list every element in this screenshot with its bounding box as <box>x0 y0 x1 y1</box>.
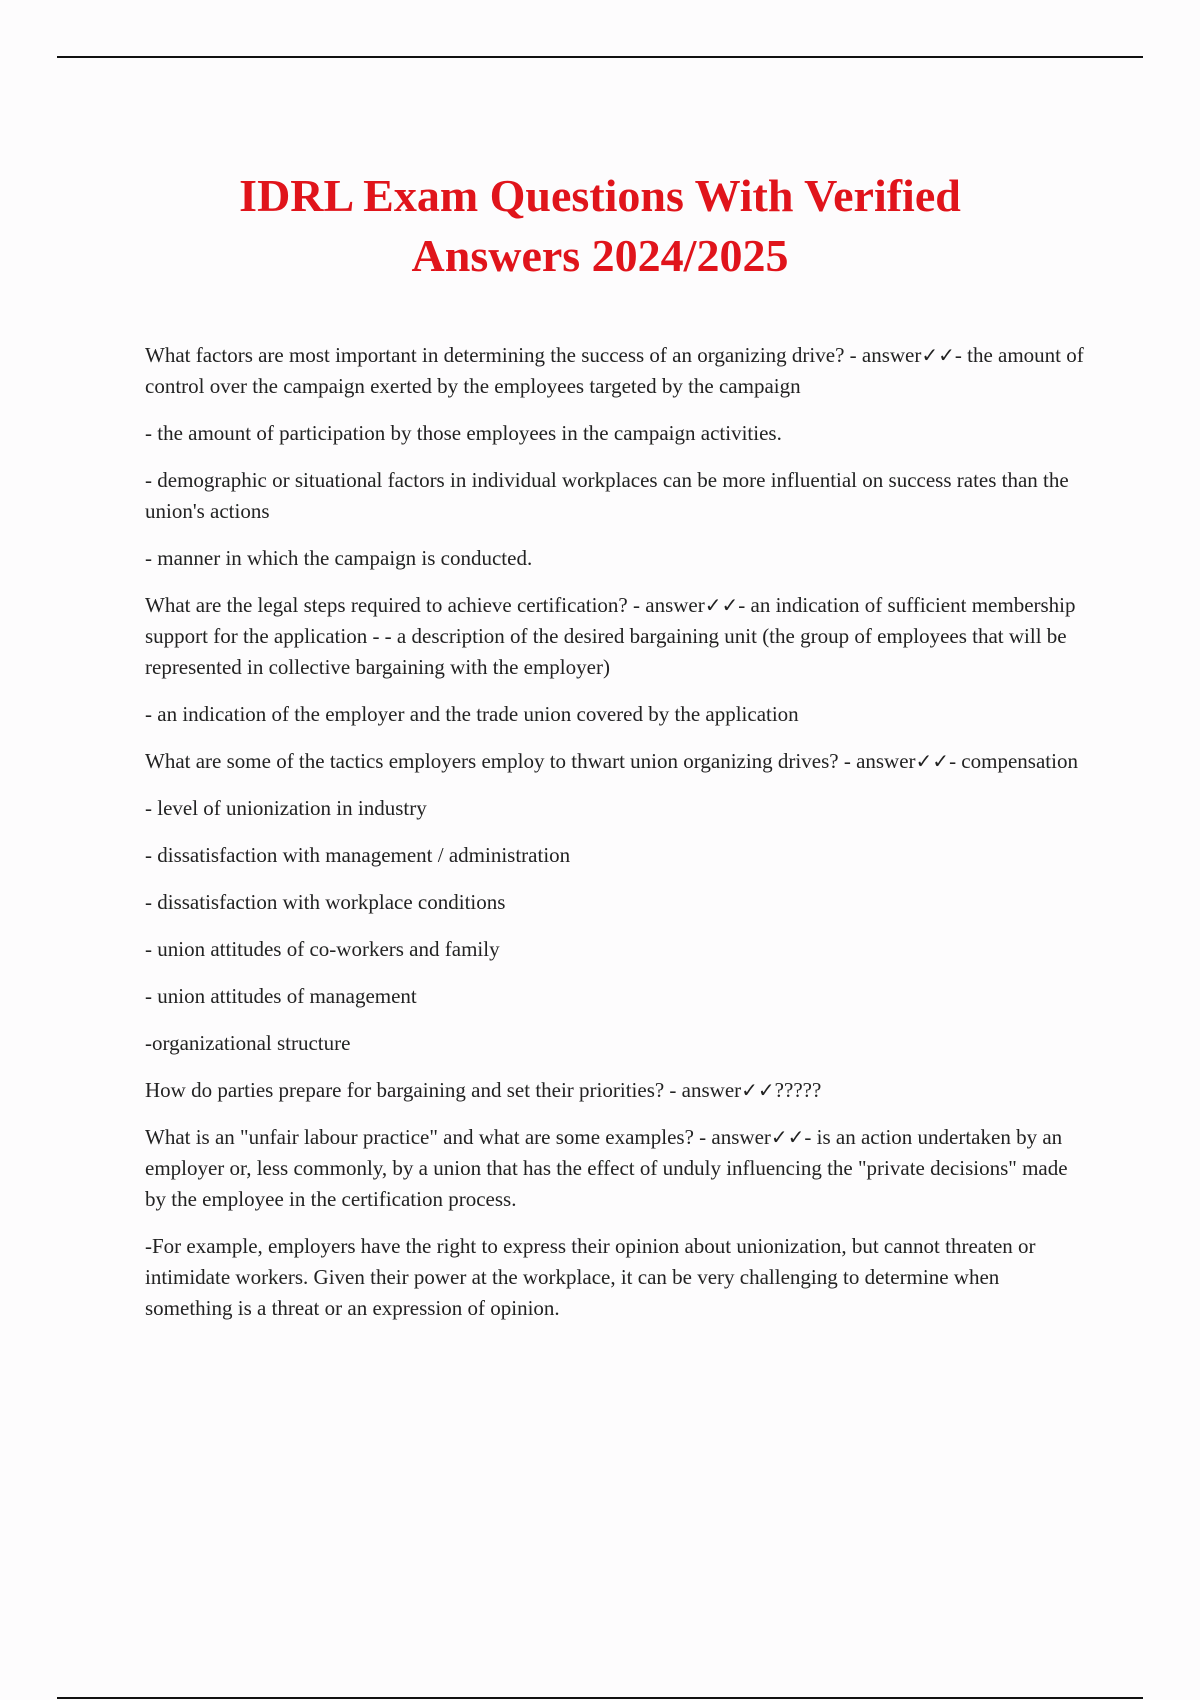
answer-item: - level of unionization in industry <box>145 796 427 820</box>
question-text: What are the legal steps required to achieve certification? - answer <box>145 593 705 617</box>
answer-item: -organizational structure <box>145 1031 351 1055</box>
answer-item: -For example, employers have the right to express their opinion about unionization, but cannot threaten or intimidate workers. Given their power at the workplace, it can be very challenging to determine when something is a threat or an expression of opinion. <box>145 1234 1036 1320</box>
answer-item: - demographic or situational factors in individual workplaces can be more influential on success rates than the union's actions <box>145 468 1069 523</box>
question-text: What is an "unfair labour practice" and what are some examples? - answer <box>145 1125 771 1149</box>
top-rule <box>57 56 1143 58</box>
answer-item: - the amount of participation by those employees in the campaign activities. <box>145 421 782 445</box>
answer-text: - the amount of control over the campaign exerted by the employees targeted by the campaign <box>145 343 1084 398</box>
checkmark-icon: ✓✓ <box>915 749 950 773</box>
checkmark-icon: ✓✓ <box>921 343 955 367</box>
question-text: What are some of the tactics employers employ to thwart union organizing drives? - answer <box>145 749 916 773</box>
question-text: How do parties prepare for bargaining and set their priorities? - answer <box>145 1078 742 1102</box>
answer-item: - union attitudes of management <box>145 984 417 1008</box>
question-text: What factors are most important in determining the success of an organizing drive? - answer <box>145 343 922 367</box>
answer-text: - an indication of sufficient membership support for the application - - a description of the desired bargaining unit (the group of employees that will be represented in collective bargaining with the employer) <box>145 593 1076 679</box>
title-line-1: IDRL Exam Questions With Verified <box>239 170 961 221</box>
qa-question-5 <box>145 1122 1085 1215</box>
answer-text: - is an action undertaken by an employer or, less commonly, by a union that has the effect of unduly influencing the "private decisions" made by the employee in the certification process. <box>145 1125 1068 1211</box>
document-body <box>145 336 1085 1340</box>
qa-question-3 <box>145 746 1085 777</box>
answer-text: ????? <box>774 1078 822 1102</box>
checkmark-icon: ✓✓ <box>770 1125 805 1149</box>
qa-question-4 <box>145 1075 1085 1106</box>
answer-item: - manner in which the campaign is conducted. <box>145 546 533 570</box>
qa-question-2 <box>145 590 1085 683</box>
qa-question-1 <box>145 340 1085 402</box>
checkmark-icon: ✓✓ <box>741 1078 775 1102</box>
answer-text: - compensation <box>949 749 1078 773</box>
answer-item: - dissatisfaction with management / administration <box>145 843 571 867</box>
bottom-rule <box>57 1697 1143 1699</box>
title-line-2: Answers 2024/2025 <box>411 230 789 281</box>
answer-item: - union attitudes of co-workers and family <box>145 937 500 961</box>
answer-item: - dissatisfaction with workplace conditions <box>145 890 506 914</box>
document-title <box>100 166 1100 286</box>
checkmark-icon: ✓✓ <box>704 593 739 617</box>
answer-item: - an indication of the employer and the trade union covered by the application <box>145 702 799 726</box>
